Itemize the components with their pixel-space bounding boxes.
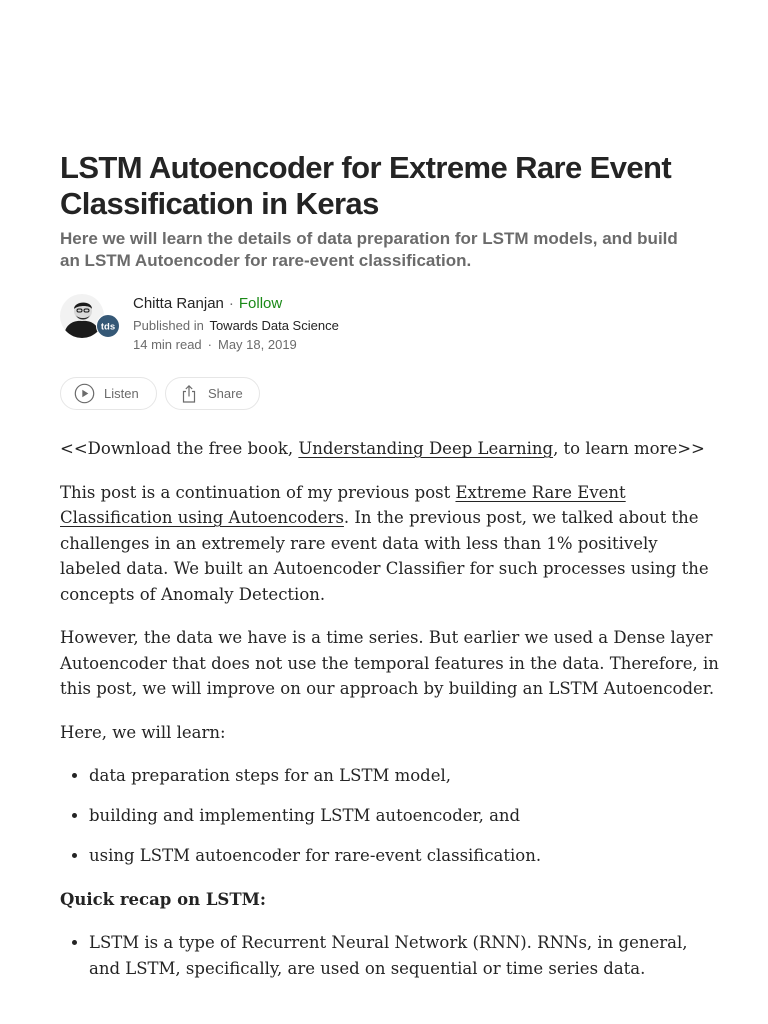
text-span: This post is a continuation of my previous post xyxy=(60,482,456,502)
book-link[interactable]: Understanding Deep Learning xyxy=(298,439,554,458)
paragraph-continuation xyxy=(60,480,720,608)
separator-dot: · xyxy=(228,295,234,312)
previous-post-link[interactable]: Extreme Rare Event Classification using Autoencoders xyxy=(60,482,626,527)
author-line xyxy=(133,294,339,314)
publication-line xyxy=(133,317,339,335)
share-button[interactable] xyxy=(165,377,260,410)
recap-list xyxy=(60,930,720,981)
byline xyxy=(60,294,720,352)
text-span: <<Download the free book, xyxy=(60,439,299,458)
list-item: • building and implementing LSTM autoencoder, and xyxy=(89,803,720,829)
list-item: • using LSTM autoencoder for rare-event classification. xyxy=(89,843,720,869)
recap-heading: Quick recap on LSTM: xyxy=(60,889,266,909)
publication-name[interactable]: Towards Data Science xyxy=(209,318,339,333)
separator-dot: · xyxy=(207,337,212,352)
article-body xyxy=(60,436,720,999)
author-name[interactable]: Chitta Ranjan xyxy=(133,295,224,312)
published-in-label: Published in xyxy=(133,318,204,333)
text-span: . In the previous post, we talked about the challenges in an extremely rare event data with less than 1% positively labeled data. We built an Autoencoder Classifier for such processes using the concepts of Anomaly Detection. xyxy=(60,508,709,604)
listen-label: Listen xyxy=(104,386,139,401)
stats-line xyxy=(133,336,339,354)
byline-meta xyxy=(133,294,339,354)
publication-badge-text: tds xyxy=(100,321,116,333)
paragraph-download xyxy=(60,436,720,462)
list-item: • data preparation steps for an LSTM model, xyxy=(89,763,720,789)
list-item: • LSTM is a type of Recurrent Neural Network (RNN). RNNs, in general, and LSTM, specifically, are used on sequential or time series data. xyxy=(89,930,720,981)
play-circle-icon xyxy=(74,383,95,404)
paragraph-learn-intro: Here, we will learn: xyxy=(60,722,226,742)
share-icon xyxy=(179,384,199,404)
paragraph-time-series: However, the data we have is a time series. But earlier we used a Dense layer Autoencoder that does not use the temporal features in the data. Therefore, in this post, we will improve on our approach by building an LSTM Autoencoder. xyxy=(60,628,719,698)
learn-list xyxy=(60,763,720,869)
read-time: 14 min read xyxy=(133,337,202,352)
publish-date: May 18, 2019 xyxy=(218,337,297,352)
share-label: Share xyxy=(208,386,243,401)
follow-button[interactable]: Follow xyxy=(238,295,283,312)
text-span: , to learn more>> xyxy=(553,439,705,458)
publication-badge[interactable] xyxy=(96,314,120,338)
article-title: LSTM Autoencoder for Extreme Rare Event Classification in Keras xyxy=(60,150,672,221)
article-subtitle: Here we will learn the details of data preparation for LSTM models, and build an LSTM Autoencoder for rare-event classification. xyxy=(60,229,678,270)
listen-button[interactable] xyxy=(60,377,157,410)
